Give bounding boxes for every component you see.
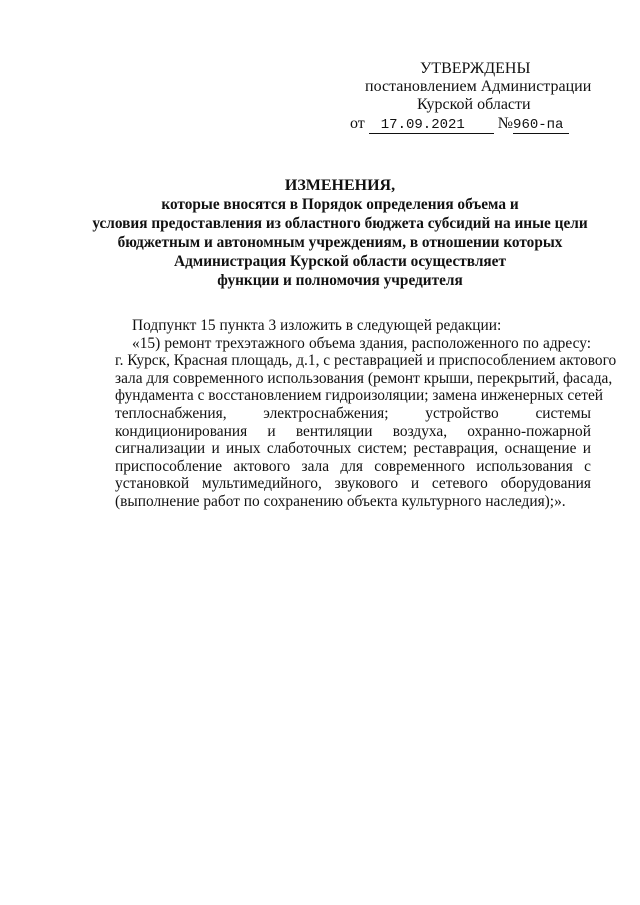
title-line: функции и полномочия учредителя <box>217 272 463 289</box>
title-line: ИЗМЕНЕНИЯ, <box>284 177 396 194</box>
body-line: теплоснабжения, электроснабжения; устройство системы <box>115 404 591 422</box>
body-line: приспособление актового зала для современного использования с <box>115 457 591 475</box>
body-line: (выполнение работ по сохранению объекта культурного наследия);». <box>115 492 566 510</box>
approval-line-1: постановлением Администрации <box>365 78 592 95</box>
body-line: установкой мультимедийного, звукового и сетевого оборудования <box>115 475 591 493</box>
number-prefix: № <box>497 115 514 132</box>
body-line: фундамента с восстановлением гидроизоляции; замена инженерных сетей <box>115 387 604 405</box>
body-line: зала для современного использования (ремонт крыши, перекрытий, фасада, <box>115 369 613 387</box>
approval-line-2: Курской области <box>417 96 531 113</box>
title-line: которые вносятся в Порядок определения объема и <box>161 196 519 213</box>
title-line: бюджетным и автономным учреждениям, в отношении которых <box>117 234 563 251</box>
title-line: Администрация Курской области осуществляет <box>174 253 506 270</box>
approval-number: 960-па <box>513 118 569 134</box>
body-line: кондиционирования и вентиляции воздуха, охранно-пожарной <box>115 422 591 440</box>
approval-heading: УТВЕРЖДЕНЫ <box>420 60 531 77</box>
body-line: Подпункт 15 пункта 3 изложить в следующей редакции: <box>132 317 502 334</box>
body-line: «15) ремонт трехэтажного объема здания, расположенного по адресу: <box>132 334 591 352</box>
approval-date: 17.09.2021 <box>369 118 494 134</box>
body-line: сигнализации и иных слаботочных систем; реставрация, оснащение и <box>115 440 591 458</box>
body-line: г. Курск, Красная площадь, д.1, с реставрацией и приспособлением актового <box>115 352 617 370</box>
title-line: условия предоставления из областного бюджета субсидий на иные цели <box>92 215 588 232</box>
document-body <box>115 317 617 511</box>
date-prefix: от <box>350 115 365 132</box>
approval-date-row <box>350 115 569 134</box>
